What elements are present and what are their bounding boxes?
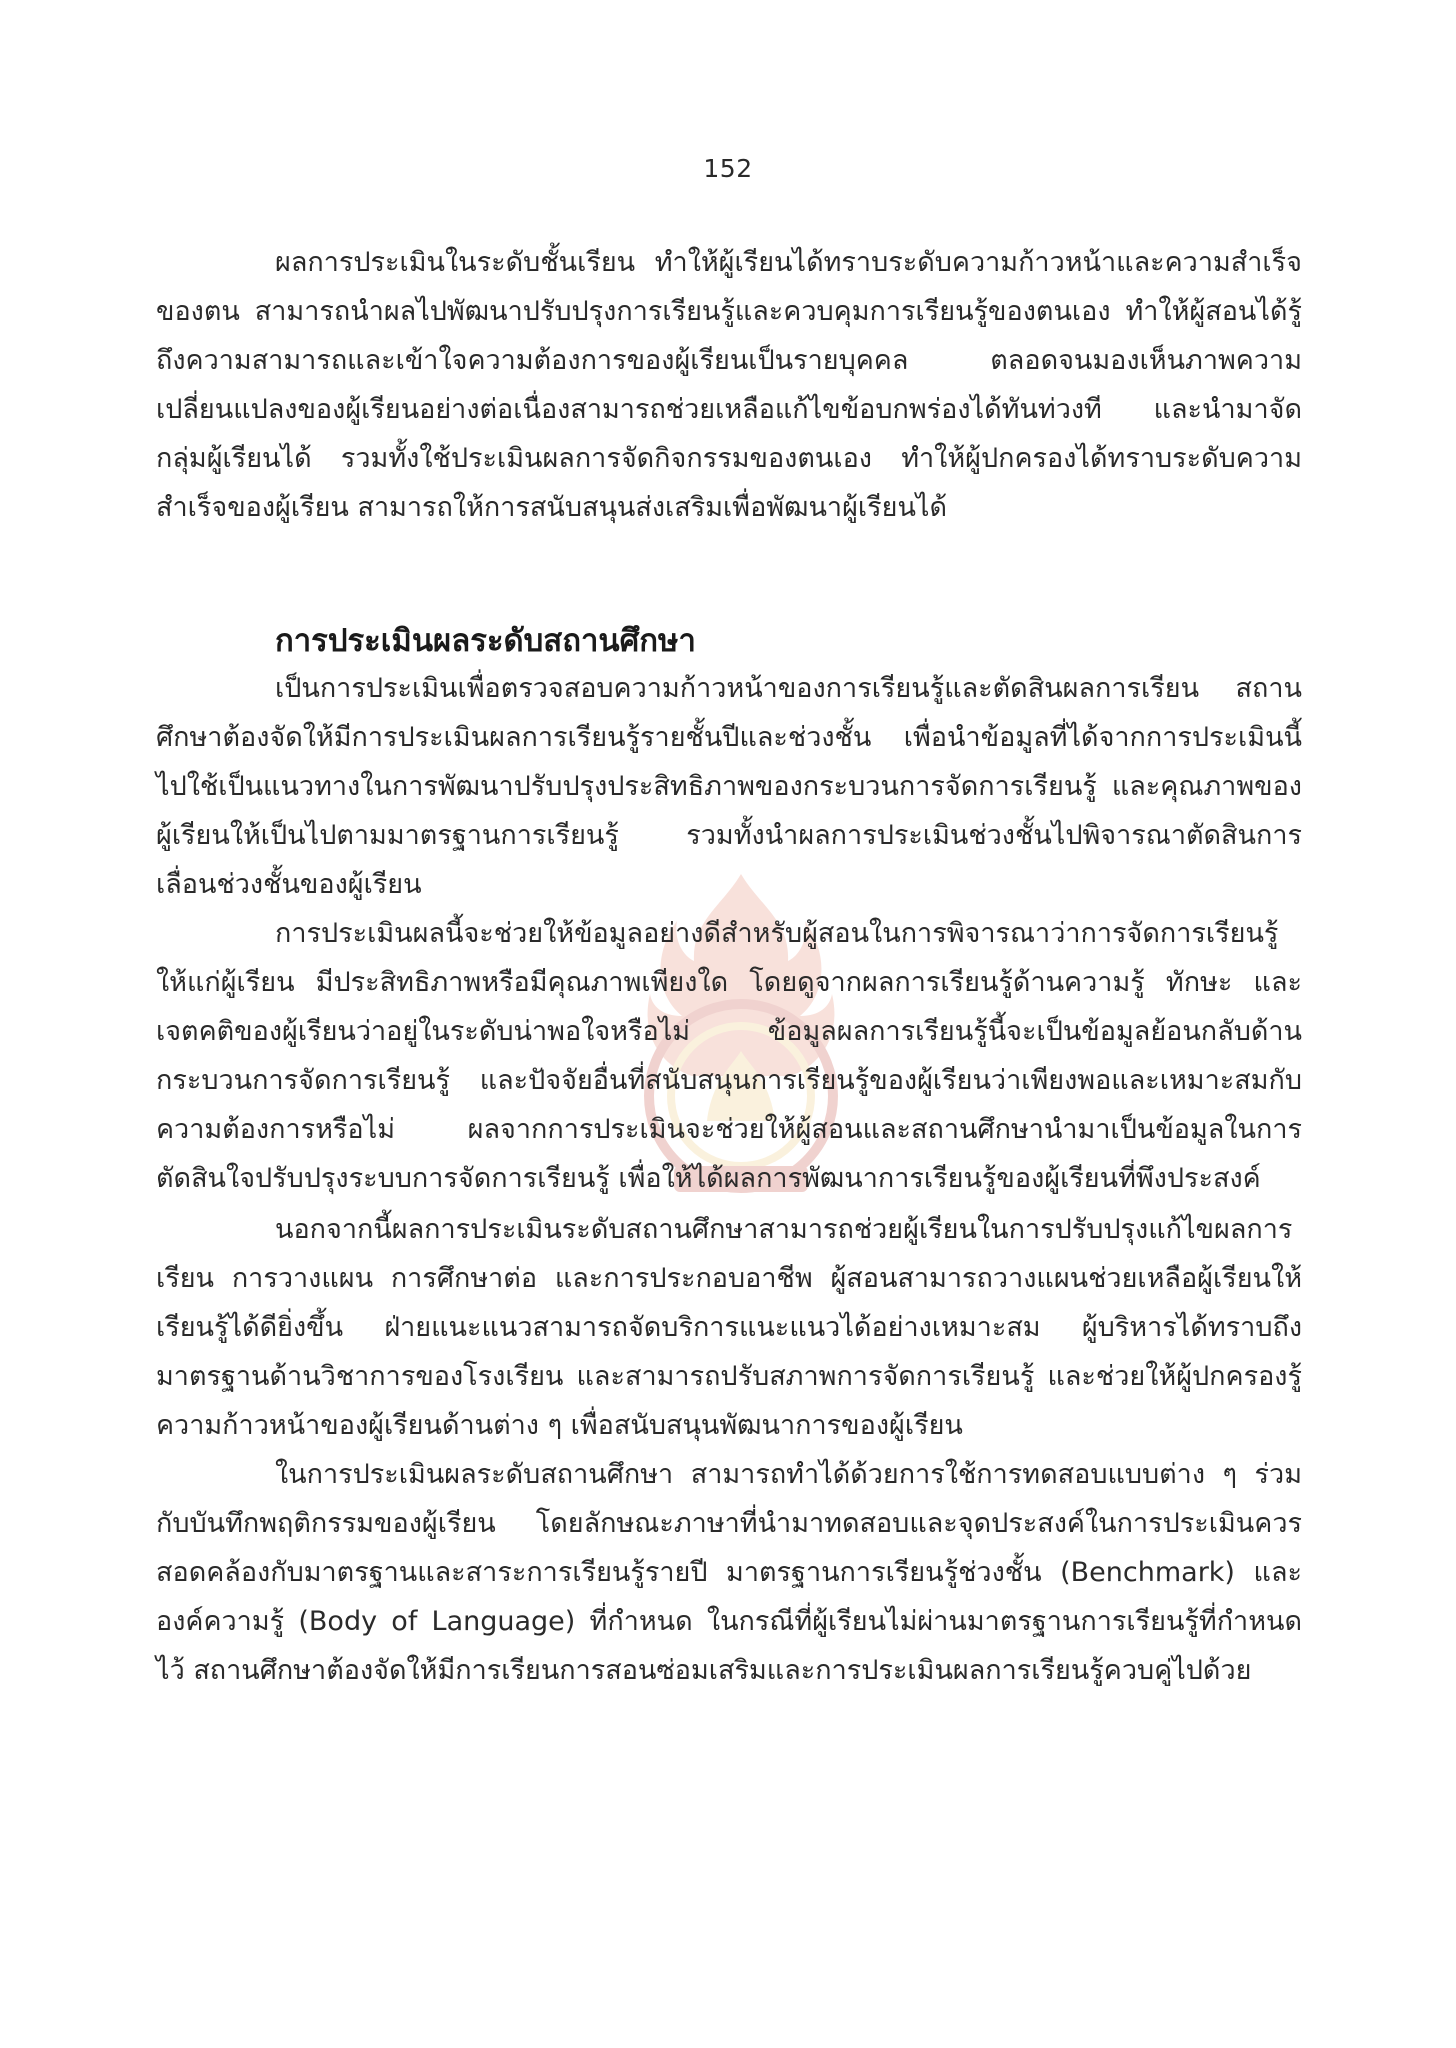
intro-text-block [156,238,1302,532]
paragraph: ในการประเมินผลระดับสถานศึกษา สามารถทำได้ด้วยการใช้การทดสอบแบบต่าง ๆ ร่วมกับบันทึกพฤติกรรมของผู้เรียน โดยลักษณะภาษาที่นำมาทดสอบและจุดประสงค์ในการประเมินควรสอดคล้องกับมาตรฐานและสาระการเรียนรู้รายปี มาตรฐานการเรียนรู้ช่วงชั้น (Benchmark) และองค์ความรู้ (Body of Language) ที่กำหนด ในกรณีที่ผู้เรียนไม่ผ่านมาตรฐานการเรียนรู้ที่กำหนดไว้ สถานศึกษาต้องจัดให้มีการเรียนการสอนซ่อมเสริมและการประเมินผลการเรียนรู้ควบคู่ไปด้วย [156,1459,1302,1686]
paragraph: การประเมินผลนี้จะช่วยให้ข้อมูลอย่างดีสำหรับผู้สอนในการพิจารณาว่าการจัดการเรียนรู้ให้แก่ผู้เรียน มีประสิทธิภาพหรือมีคุณภาพเพียงใด โดยดูจากผลการเรียนรู้ด้านความรู้ ทักษะ และเจตคติของผู้เรียนว่าอยู่ในระดับน่าพอใจหรือไม่ ข้อมูลผลการเรียนรู้นี้จะเป็นข้อมูลย้อนกลับด้านกระบวนการจัดการเรียนรู้ และปัจจัยอื่นที่สนับสนุนการเรียนรู้ของผู้เรียนว่าเพียงพอและเหมาะสมกับความต้องการหรือไม่ ผลจากการประเมินจะช่วยให้ผู้สอนและสถานศึกษานำมาเป็นข้อมูลในการตัดสินใจปรับปรุงระบบการจัดการเรียนรู้ เพื่อให้ได้ผลการพัฒนาการเรียนรู้ของผู้เรียนที่พึงประสงค์ [156,918,1302,1194]
paragraph: นอกจากนี้ผลการประเมินระดับสถานศึกษาสามารถช่วยผู้เรียนในการปรับปรุงแก้ไขผลการเรียน การวางแผน การศึกษาต่อ และการประกอบอาชีพ ผู้สอนสามารถวางแผนช่วยเหลือผู้เรียนให้เรียนรู้ได้ดียิ่งขึ้น ฝ่ายแนะแนวสามารถจัดบริการแนะแนวได้อย่างเหมาะสม ผู้บริหารได้ทราบถึงมาตรฐานด้านวิชาการของโรงเรียน และสามารถปรับสภาพการจัดการเรียนรู้ และช่วยให้ผู้ปกครองรู้ความก้าวหน้าของผู้เรียนด้านต่าง ๆ เพื่อสนับสนุนพัฒนาการของผู้เรียน [156,1214,1302,1441]
paragraph: ผลการประเมินในระดับชั้นเรียน ทำให้ผู้เรียนได้ทราบระดับความก้าวหน้าและความสำเร็จของตน สามารถนำผลไปพัฒนาปรับปรุงการเรียนรู้และควบคุมการเรียนรู้ของตนเอง ทำให้ผู้สอนได้รู้ถึงความสามารถและเข้าใจความต้องการของผู้เรียนเป็นรายบุคคล ตลอดจนมองเห็นภาพความเปลี่ยนแปลงของผู้เรียนอย่างต่อเนื่องสามารถช่วยเหลือแก้ไขข้อบกพร่องได้ทันท่วงที และนำมาจัดกลุ่มผู้เรียนได้ รวมทั้งใช้ประเมินผลการจัดกิจกรรมของตนเอง ทำให้ผู้ปกครองได้ทราบระดับความสำเร็จของผู้เรียน สามารถให้การสนับสนุนส่งเสริมเพื่อพัฒนาผู้เรียนได้ [156,247,1302,523]
paragraph: เป็นการประเมินเพื่อตรวจสอบความก้าวหน้าของการเรียนรู้และตัดสินผลการเรียน สถานศึกษาต้องจัดให้มีการประเมินผลการเรียนรู้รายชั้นปีและช่วงชั้น เพื่อนำข้อมูลที่ได้จากการประเมินนี้ไปใช้เป็นแนวทางในการพัฒนาปรับปรุงประสิทธิภาพของกระบวนการจัดการเรียนรู้ และคุณภาพของผู้เรียนให้เป็นไปตามมาตรฐานการเรียนรู้ รวมทั้งนำผลการประเมินช่วงชั้นไปพิจารณาตัดสินการเลื่อนช่วงชั้นของผู้เรียน [156,673,1302,900]
page-number: 152 [703,154,753,183]
section-heading: การประเมินผลระดับสถานศึกษา [275,623,696,659]
section-body [156,664,1302,1695]
